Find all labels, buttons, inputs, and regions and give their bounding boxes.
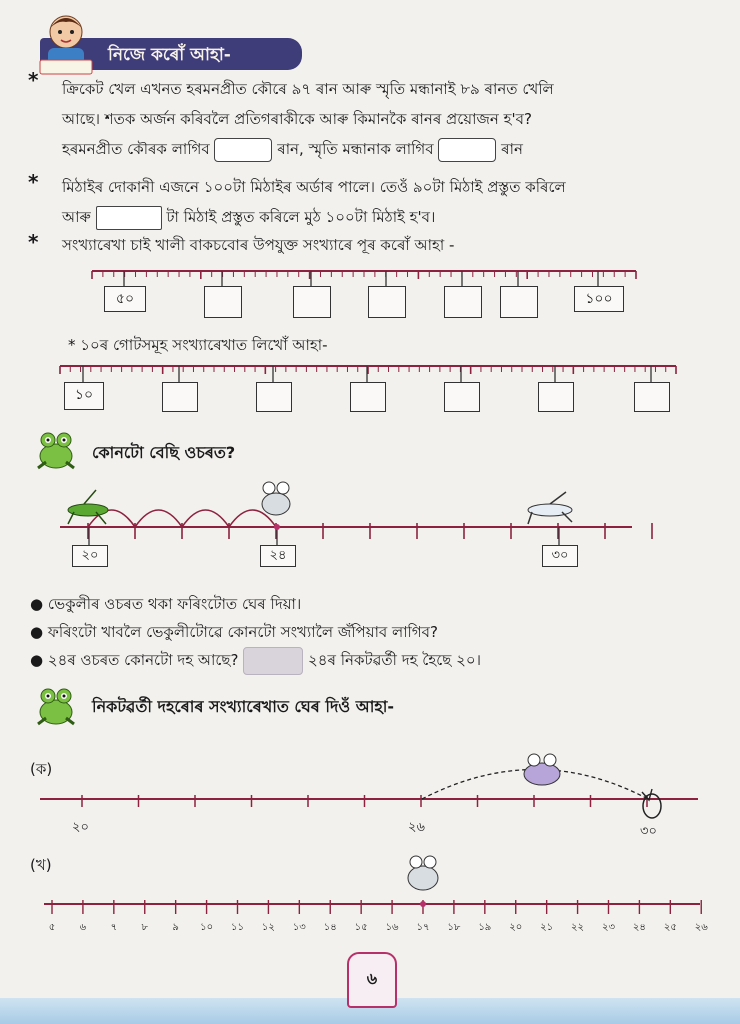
tick-label: ১১: [230, 922, 244, 933]
bullet-star: *: [28, 170, 39, 194]
tick-label: ২৩: [601, 922, 615, 933]
tick-label: ১৭: [416, 922, 430, 933]
tick-label: ১৩: [292, 922, 306, 933]
question-1-text-c: ৰান: [501, 140, 523, 158]
instruction-text: ভেকুলীৰ ওচৰত থকা ফৰিংটোত ঘেৰ দিয়া।: [47, 595, 302, 613]
number-line-end-label: ১০০: [574, 286, 624, 312]
part-a-number-20: ২০: [72, 820, 89, 835]
tick-label: ৭: [110, 922, 118, 933]
frog-body: [408, 866, 438, 890]
question-1-text-a: হৰমনপ্ৰীত কৌৰক লাগিব: [62, 140, 210, 158]
question-1-line-1: ক্ৰিকেট খেল এখনত হৰমনপ্ৰীত কৌৰে ৯৭ ৰান আৰু স্মৃতি মন্ধানাই ৮৯ ৰানত খেলি: [62, 80, 554, 98]
page-number: ৬: [347, 952, 397, 1008]
frog-position-dot: [420, 901, 426, 907]
instruction-text: ২৪ৰ নিকটৱৰ্তী দহ হৈছে ২০।: [308, 651, 481, 669]
nearest-tens-heading: নিকটৱৰ্তী দহৰোৰ সংখ্যাৰেখাত ঘেৰ দিওঁ আহা-: [92, 697, 395, 716]
tick-label: ১২: [261, 922, 275, 933]
frog-line-label-20: ২০: [72, 545, 108, 567]
frog-question: কোনটো বেছি ওচৰত?: [92, 443, 236, 462]
question-1-line-2: আছে। শতক অৰ্জন কৰিবলৈ প্ৰতিগৰাকীকে আৰু কিমানকৈ ৰানৰ প্ৰয়োজন হ'ব?: [62, 110, 532, 128]
tick-label: ২৬: [694, 922, 708, 933]
tick-label: ২২: [571, 922, 585, 933]
part-b-label: (খ): [30, 856, 52, 874]
question-4-text: * ১০ৰ গোটসমূহ সংখ্যাৰেখাত লিখোঁ আহা-: [68, 336, 328, 354]
tick-label: ৫: [48, 922, 56, 933]
tick-label: ২০: [509, 922, 523, 933]
part-a-number-26: ২৬: [408, 820, 425, 835]
bullet-star: *: [28, 68, 39, 92]
frog-on-line-icon: [408, 856, 438, 890]
question-2-text-a: আৰু: [62, 208, 91, 226]
part-a-number-30: ৩০: [640, 824, 657, 839]
instruction-text: ফৰিংটো খাবলৈ ভেকুলীটোৱে কোনটো সংখ্যালৈ জঁপিয়াব লাগিব?: [47, 623, 438, 641]
tick-label: ৮: [141, 922, 148, 933]
frog-line-label-24: ২৪: [260, 545, 296, 567]
part-a-label: (ক): [30, 760, 53, 778]
frog-eye: [424, 856, 436, 868]
tick-label: ৬: [79, 922, 87, 933]
frog-eye: [410, 856, 422, 868]
tick-label: ৯: [172, 922, 179, 933]
tick-label: ১৯: [478, 922, 492, 933]
instruction-item: ● ফৰিংটো খাবলৈ ভেকুলীটোৱে কোনটো সংখ্যালৈ জঁপিয়াব লাগিব?: [30, 623, 438, 641]
number-line-tens-start: ১০: [64, 382, 104, 410]
tick-label: ১৬: [385, 922, 399, 933]
number-line-start-label: ৫০: [104, 286, 146, 312]
tick-label: ২৫: [663, 922, 677, 933]
tick-label: ২৪: [632, 922, 646, 933]
question-2-text-b: টা মিঠাই প্ৰস্তুত কৰিলে মুঠ ১০০টা মিঠাই হ'ব।: [166, 208, 436, 226]
tick-label: ১৮: [447, 922, 461, 933]
question-2-line-1: মিঠাইৰ দোকানী এজনে ১০০টা মিঠাইৰ অৰ্ডাৰ পালে। তেওঁ ৯০টা মিঠাই প্ৰস্তুত কৰিলে: [62, 178, 566, 196]
tick-label: ১০: [200, 922, 214, 933]
section-title: নিজে কৰোঁ আহা-: [108, 45, 231, 65]
instruction-item: ● ২৪ৰ ওচৰত কোনটো দহ আছে? ২৪ৰ নিকটৱৰ্তী দহ হৈছে ২০।: [30, 646, 481, 675]
tick-label: ১৫: [354, 922, 368, 933]
frog-line-label-30: ৩০: [542, 545, 578, 567]
tick-label: ২১: [540, 922, 554, 933]
instruction-text: ২৪ৰ ওচৰত কোনটো দহ আছে?: [47, 651, 239, 669]
question-1-text-b: ৰান, স্মৃতি মন্ধানাক লাগিব: [277, 140, 434, 158]
tick-label: ১৪: [323, 922, 337, 933]
instruction-item: ● ভেকুলীৰ ওচৰত থকা ফৰিংটোত ঘেৰ দিয়া।: [30, 595, 302, 613]
question-3-text: সংখ্যাৰেখা চাই খালী বাকচবোৰ উপযুক্ত সংখ্যাৰে পূৰ কৰোঁ আহা -: [62, 236, 455, 254]
bullet-star: *: [28, 230, 39, 254]
